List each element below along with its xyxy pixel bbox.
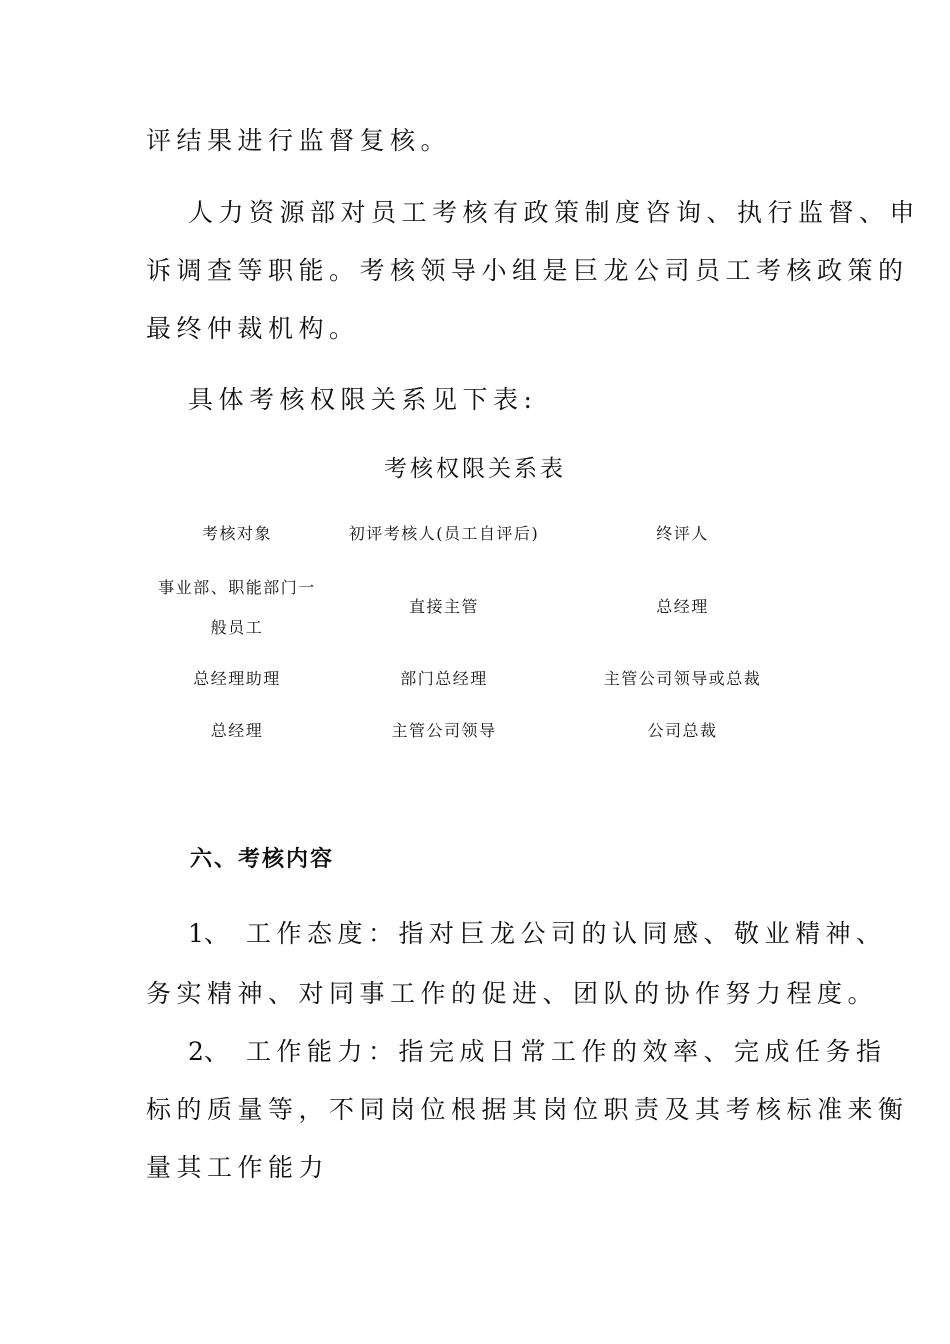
- table-header: 初评考核人(员工自评后): [348, 524, 540, 543]
- list-item-line: 量其工作能力: [146, 1153, 330, 1182]
- list-number: 2、: [188, 1037, 229, 1066]
- table-header: 终评人: [656, 524, 709, 543]
- section-heading: 六、考核内容: [190, 847, 335, 872]
- list-item-line: [188, 1039, 887, 1064]
- paragraph-line: 最终仲裁机构。: [146, 314, 360, 343]
- list-text: 工作能力：指完成日常工作的效率、完成任务指: [246, 1037, 887, 1066]
- table-cell: 主管公司领导: [391, 721, 497, 740]
- table-header: 考核对象: [201, 524, 272, 543]
- list-number: 1、: [188, 919, 229, 948]
- list-text: 工作态度：指对巨龙公司的认同感、敬业精神、: [246, 919, 887, 948]
- table-cell: 般员工: [210, 618, 264, 637]
- table-cell: 总经理: [656, 597, 709, 616]
- table-cell: 直接主管: [408, 597, 479, 616]
- paragraph-line: 评结果进行监督复核。: [146, 126, 452, 155]
- paragraph-line: 诉调查等职能。考核领导小组是巨龙公司员工考核政策的: [146, 256, 909, 285]
- list-item-line: [188, 921, 887, 946]
- table-cell: 事业部、职能部门一: [158, 578, 316, 597]
- table-cell: 总经理助理: [193, 669, 281, 688]
- table-cell: 总经理: [210, 721, 264, 740]
- paragraph-line: 人力资源部对员工考核有政策制度咨询、执行监督、申: [188, 198, 921, 227]
- list-item-line: 标的质量等，不同岗位根据其岗位职责及其考核标准来衡: [146, 1095, 909, 1124]
- table-cell: 主管公司领导或总裁: [603, 669, 762, 688]
- list-item-line: 务实精神、对同事工作的促进、团队的协作努力程度。: [146, 979, 879, 1008]
- table-cell: 部门总经理: [400, 669, 488, 688]
- paragraph-line: 具体考核权限关系见下表:: [188, 385, 538, 414]
- table-cell: 公司总裁: [647, 721, 718, 740]
- table-caption: 考核权限关系表: [384, 456, 566, 482]
